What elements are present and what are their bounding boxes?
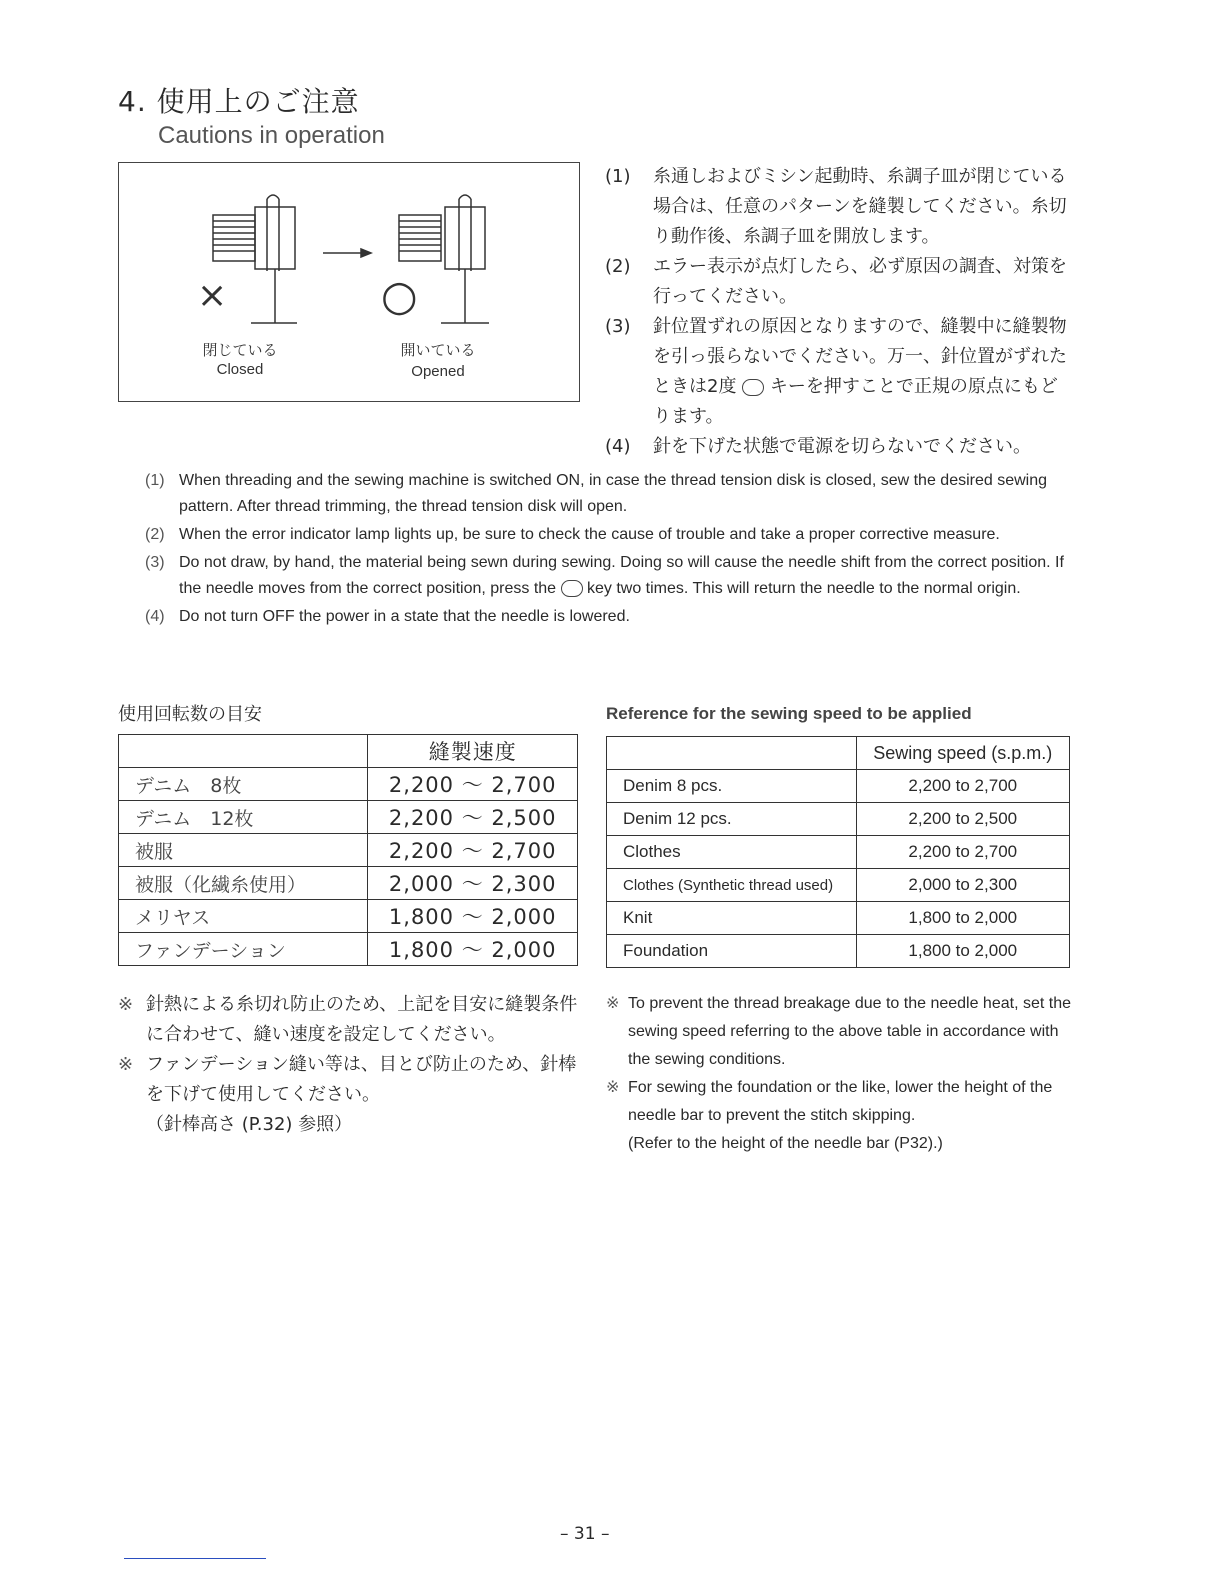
tension-disk-figure [118, 162, 580, 402]
caution-jp-1: (1) 糸通しおよびミシン起動時、糸調子皿が閉じている場合は、任意のパターンを縫製してください。糸切り動作後、糸調子皿を開放します。 [605, 166, 1067, 247]
table-row: Foundation 1,800 to 2,000 [607, 935, 1070, 968]
opened-label-en: Opened [411, 363, 465, 380]
section-heading-jp: 4. 使用上のご注意 [118, 85, 360, 118]
section-heading-en: Cautions in operation [158, 122, 385, 149]
speed-table-jp [118, 734, 578, 966]
notes-jp [118, 990, 588, 1140]
table-row: Clothes (Synthetic thread used) 2,000 to 2,300 [607, 869, 1070, 902]
note-en-2: ※ For sewing the foundation or the like, lower the height of the needle bar to prevent the stitch skipping. [606, 1079, 1053, 1124]
table-row: Denim 12 pcs. 2,200 to 2,500 [607, 803, 1070, 836]
table-row: 被服（化繊糸使用） 2,000 ～ 2,300 [119, 867, 578, 900]
speed-table-title-jp: 使用回転数の目安 [118, 704, 262, 725]
speed-table-title-en: Reference for the sewing speed to be applied [606, 704, 972, 723]
note-jp-1: ※ 針熱による糸切れ防止のため、上記を目安に縫製条件に合わせて、縫い速度を設定してください。 [118, 994, 578, 1045]
table-row: Knit 1,800 to 2,000 [607, 902, 1070, 935]
table-header-row: 縫製速度 [119, 735, 578, 768]
caution-jp-3: (3) 針位置ずれの原因となりますので、縫製中に縫製物を引っ張らないでください。万一、針位置がずれたときは2度 キーを押すことで正規の原点にもどります。 [605, 316, 1067, 427]
bad-mark: × [197, 275, 228, 316]
table-row: Clothes 2,200 to 2,700 [607, 836, 1070, 869]
caution-en-4: (4) Do not turn OFF the power in a state that the needle is lowered. [145, 608, 630, 625]
table-row: メリヤス 1,800 ～ 2,000 [119, 900, 578, 933]
caution-en-1: (1) When threading and the sewing machine is switched ON, in case the thread tension disk is closed, sew the desired sewing pattern. After thread trimming, the thread tension disk will open. [145, 472, 1048, 515]
footer-rule [124, 1558, 266, 1559]
ready-key-icon [561, 580, 583, 597]
page-number: – 31 – [560, 1524, 610, 1544]
table-row: Denim 8 pcs. 2,200 to 2,700 [607, 770, 1070, 803]
closed-label-en: Closed [216, 361, 264, 378]
caution-en-2: (2) When the error indicator lamp lights up, be sure to check the cause of trouble and take a proper corrective measure. [145, 526, 1000, 543]
caution-jp-4: (4) 針を下げた状態で電源を切らないでください。 [605, 436, 1031, 457]
note-en-ref: (Refer to the height of the needle bar (P32).) [628, 1135, 943, 1152]
table-row: デニム 8枚 2,200 ～ 2,700 [119, 768, 578, 801]
table-header-row: Sewing speed (s.p.m.) [607, 737, 1070, 770]
good-mark: ○ [381, 271, 418, 320]
note-en-1: ※ To prevent the thread breakage due to the needle heat, set the sewing speed referring to the above table in accordance with the sewing conditions. [606, 995, 1071, 1068]
table-row: 被服 2,200 ～ 2,700 [119, 834, 578, 867]
cautions-en [145, 468, 1075, 632]
arrow-icon [323, 249, 371, 257]
caution-jp-2: (2) エラー表示が点灯したら、必ず原因の調査、対策を行ってください。 [605, 256, 1067, 307]
cautions-jp [605, 162, 1075, 462]
table-row: デニム 12枚 2,200 ～ 2,500 [119, 801, 578, 834]
speed-table-en [606, 736, 1070, 968]
caution-en-3: (3) Do not draw, by hand, the material being sewn during sewing. Doing so will cause the needle shift from the correct position. If the needle moves from the correct position, press the key two times. This will return the needle to the normal origin. [145, 554, 1064, 597]
note-jp-2: ※ ファンデーション縫い等は、目とび防止のため、針棒を下げて使用してください。 [118, 1054, 577, 1105]
note-jp-ref: （針棒高さ (P.32) 参照） [146, 1114, 353, 1135]
ready-key-icon [742, 379, 764, 396]
closed-label-jp: 閉じている [202, 341, 278, 359]
table-row: ファンデーション 1,800 ～ 2,000 [119, 933, 578, 966]
notes-en [606, 990, 1076, 1158]
opened-label-jp: 開いている [400, 341, 476, 359]
